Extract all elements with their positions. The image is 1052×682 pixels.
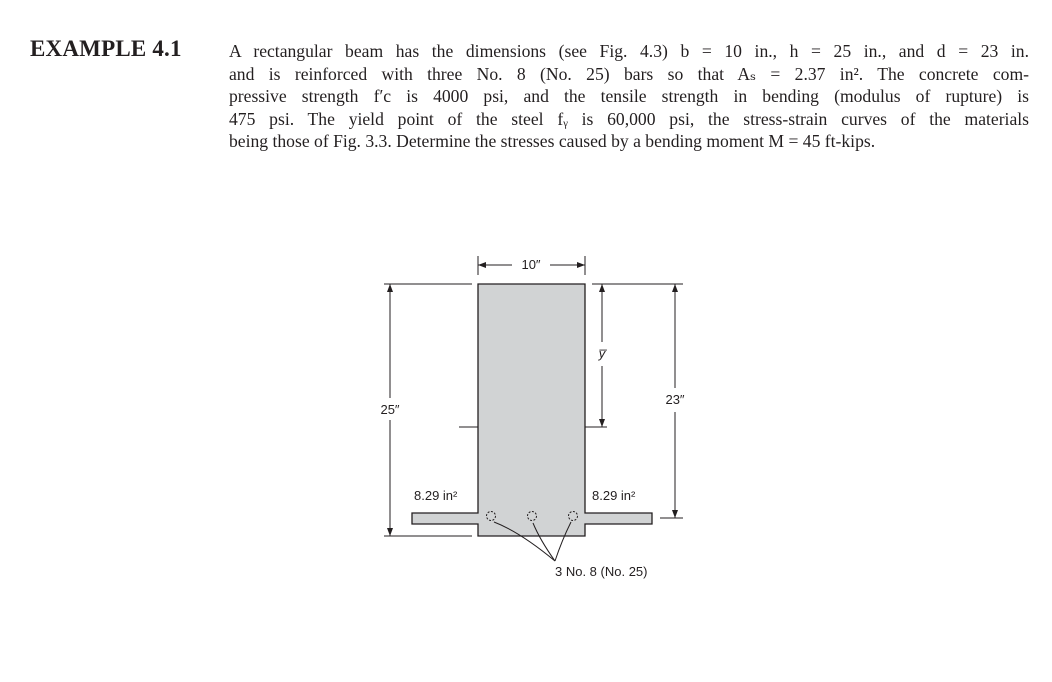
height-label: 25″ <box>380 402 400 417</box>
problem-line: being those of Fig. 3.3. Determine the stresses caused by a bending moment M = 45 ft-kips. <box>229 131 876 152</box>
problem-line: A rectangular beam has the dimensions (see Fig. 4.3) b = 10 in., h = 25 in., and d = 23 in. <box>229 41 1029 61</box>
width-label: 10″ <box>521 257 541 272</box>
right-area-label: 8.29 in² <box>592 488 636 503</box>
bars-label: 3 No. 8 (No. 25) <box>555 564 648 579</box>
example-heading: EXAMPLE 4.1 <box>30 36 182 61</box>
problem-line: 475 psi. The yield point of the steel fᵧ is 60,000 psi, the stress-strain curves of the materials <box>229 108 1029 129</box>
ybar-label: y̅ <box>598 346 606 361</box>
problem-line: pressive strength f′c is 4000 psi, and the tensile strength in bending (modulus of rupture) is <box>229 86 1029 107</box>
depth-label: 23″ <box>665 392 685 407</box>
left-area-label: 8.29 in² <box>414 488 458 503</box>
problem-line: and is reinforced with three No. 8 (No. 25) bars so that Aₛ = 2.37 in². The concrete com- <box>229 63 1029 84</box>
